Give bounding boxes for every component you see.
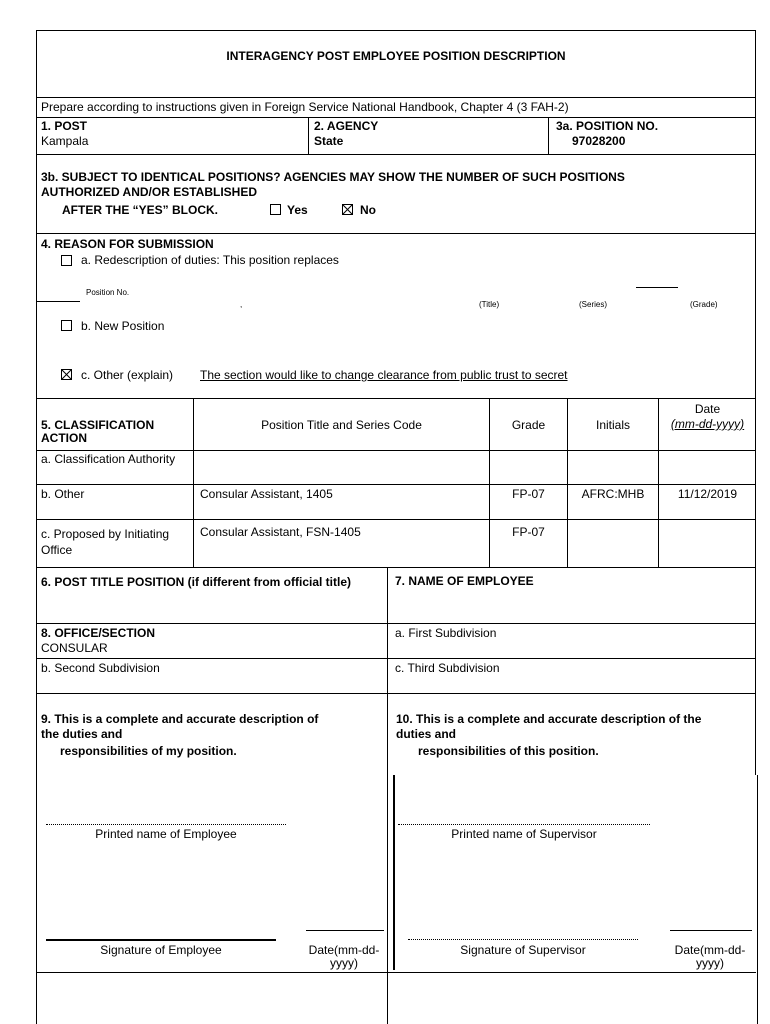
divider (387, 567, 388, 693)
frame-left (36, 30, 37, 1024)
divider (308, 117, 309, 154)
position-no-field-label: Position No. (86, 288, 130, 297)
rule (36, 154, 756, 155)
office-value[interactable]: CONSULAR (41, 641, 108, 655)
other-label: c. Other (explain) (81, 368, 174, 382)
row-grade[interactable]: FP-07 (512, 525, 545, 539)
new-position-checkbox[interactable] (61, 320, 72, 331)
third-subdivision-label: c. Third Subdivision (395, 661, 500, 675)
employee-cert-text-3: responsibilities of my position. (60, 744, 237, 758)
rule (36, 693, 756, 694)
position-no-label: 3a. POSITION NO. (556, 119, 659, 133)
redescription-label: a. Redescription of duties: This position replaces (81, 253, 339, 267)
rule (36, 484, 756, 485)
other-checkbox[interactable] (61, 369, 72, 380)
row-label: c. Proposed by Initiating Office (41, 527, 170, 557)
rule (36, 450, 756, 451)
divider (548, 117, 549, 154)
classification-heading: 5. CLASSIFICATION ACTION (41, 418, 155, 445)
supervisor-printed-name-label: Printed name of Supervisor (451, 827, 597, 841)
identical-question-3: AFTER THE “YES” BLOCK. (62, 203, 219, 217)
first-subdivision-label: a. First Subdivision (395, 626, 497, 640)
rule (36, 97, 756, 98)
supervisor-cert-text: 10. This is a complete and accurate description of the (396, 712, 702, 726)
col-initials-header: Initials (595, 418, 630, 432)
second-subdivision-label: b. Second Subdivision (41, 661, 160, 675)
row-title[interactable]: Consular Assistant, 1405 (200, 487, 333, 501)
divider (387, 693, 388, 1024)
employee-date-line[interactable] (306, 930, 384, 931)
rule (36, 623, 756, 624)
col-grade-header: Grade (511, 418, 546, 432)
row-label: a. Classification Authority (41, 452, 176, 466)
no-checkbox[interactable] (342, 204, 353, 215)
employee-signature-line[interactable] (46, 939, 276, 941)
rule (36, 233, 756, 234)
employee-date-label: Date(mm-dd-yyyy) (308, 943, 380, 970)
form-title: INTERAGENCY POST EMPLOYEE POSITION DESCRIPTION (226, 49, 566, 63)
employee-printed-name-line[interactable] (46, 824, 286, 825)
col-date-format: (mm-dd-yyyy) (670, 417, 745, 431)
employee-cert-text-2: the duties and (41, 727, 123, 741)
comma: , (240, 300, 243, 309)
row-initials[interactable]: AFRC:MHB (581, 487, 645, 501)
row-date[interactable]: 11/12/2019 (677, 487, 738, 501)
supervisor-signature-line[interactable] (408, 939, 638, 940)
supervisor-cert-text-2: duties and (396, 727, 457, 741)
yes-label: Yes (287, 203, 308, 217)
supervisor-cert-text-3: responsibilities of this position. (418, 744, 599, 758)
series-field-label: (Series) (579, 300, 608, 309)
col-title-header: Position Title and Series Code (261, 418, 422, 432)
reason-heading: 4. REASON FOR SUBMISSION (41, 237, 214, 251)
post-value[interactable]: Kampala (41, 134, 89, 148)
rule (36, 398, 756, 399)
row-grade[interactable]: FP-07 (512, 487, 545, 501)
agency-value[interactable]: State (314, 134, 344, 148)
position-no-value[interactable]: 97028200 (572, 134, 626, 148)
post-title-label: 6. POST TITLE POSITION (if different from official title) (41, 575, 352, 589)
no-label: No (360, 203, 376, 217)
agency-label: 2. AGENCY (314, 119, 379, 133)
grade-field-label: (Grade) (690, 300, 718, 309)
other-explanation[interactable]: The section would like to change clearance from public trust to secret (200, 368, 568, 382)
supervisor-date-line[interactable] (670, 930, 752, 931)
rule (36, 567, 756, 568)
title-field-label: (Title) (479, 300, 500, 309)
employee-printed-name-label: Printed name of Employee (95, 827, 237, 841)
supervisor-date-label: Date(mm-dd-yyyy) (674, 943, 746, 970)
rule (36, 117, 756, 118)
identical-question-2: AUTHORIZED AND/OR ESTABLISHED (41, 185, 257, 199)
rule (36, 972, 756, 973)
grade-line (636, 287, 678, 288)
office-label: 8. OFFICE/SECTION (41, 626, 156, 640)
frame-top (36, 30, 756, 31)
rule (36, 658, 756, 659)
divider (658, 398, 659, 567)
position-no-line (37, 301, 80, 302)
employee-cert-text: 9. This is a complete and accurate description of (41, 712, 319, 726)
redescription-checkbox[interactable] (61, 255, 72, 266)
yes-checkbox[interactable] (270, 204, 281, 215)
supervisor-signature-label: Signature of Supervisor (460, 943, 586, 957)
supervisor-printed-name-line[interactable] (398, 824, 650, 825)
employee-signature-label: Signature of Employee (100, 943, 222, 957)
divider (393, 775, 395, 970)
instructions: Prepare according to instructions given in Foreign Service National Handbook, Chapter 4 (3 FAH-2) (41, 100, 569, 114)
row-label: b. Other (41, 487, 85, 501)
col-date-header: Date (694, 402, 721, 416)
post-label: 1. POST (41, 119, 88, 133)
frame-right-lower (757, 775, 758, 1024)
row-title[interactable]: Consular Assistant, FSN-1405 (200, 525, 361, 539)
rule (36, 519, 756, 520)
employee-name-label: 7. NAME OF EMPLOYEE (395, 574, 534, 588)
new-position-label: b. New Position (81, 319, 165, 333)
identical-question: 3b. SUBJECT TO IDENTICAL POSITIONS? AGENCIES MAY SHOW THE NUMBER OF SUCH POSITIONS (41, 170, 625, 184)
